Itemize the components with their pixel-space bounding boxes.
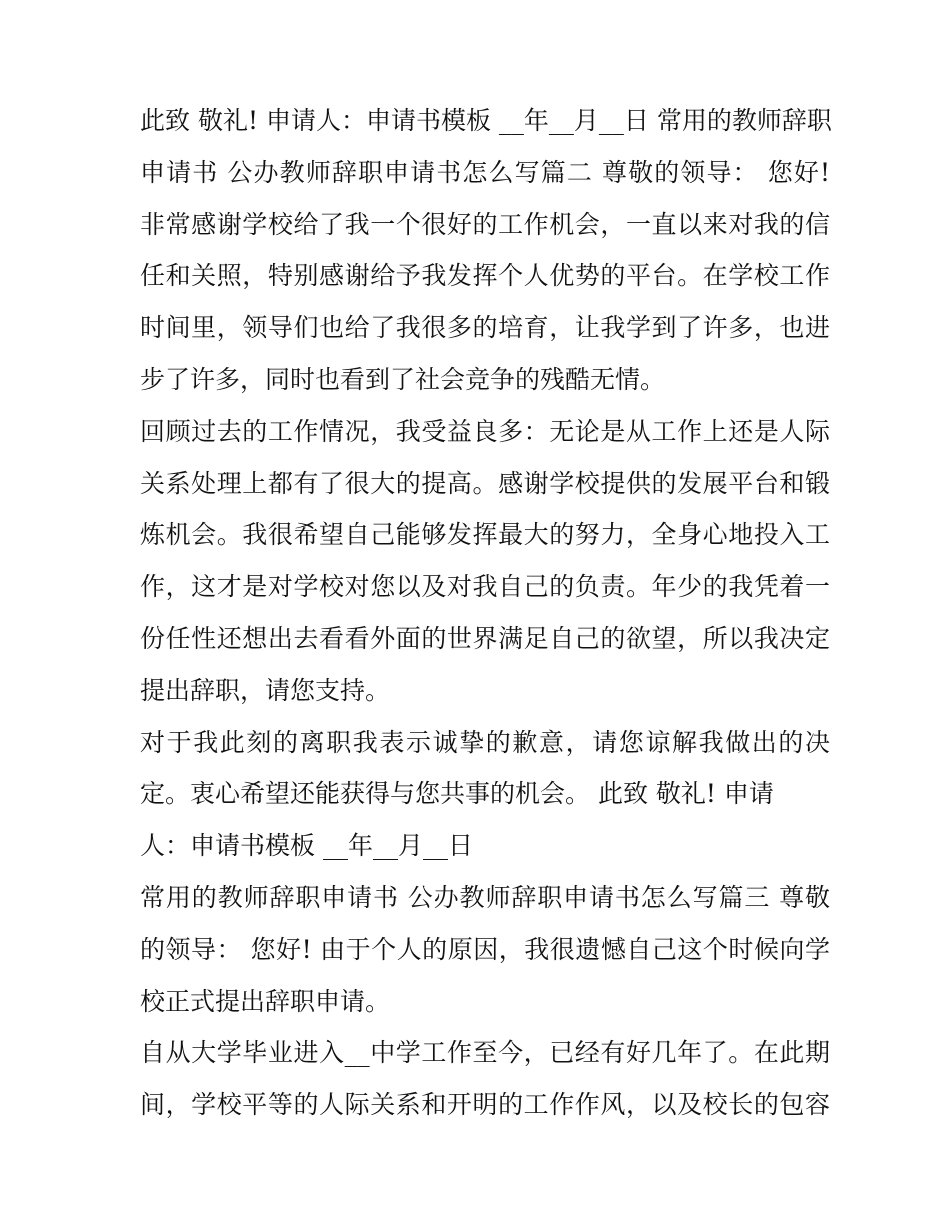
text-line: 对于我此刻的离职我表示诚挚的歉意，请您谅解我做出的决 xyxy=(140,727,830,757)
text-line: 时间里，领导们也给了我很多的培育，让我学到了许多，也进 xyxy=(140,313,830,343)
text-line: 常用的教师辞职申请书 公办教师辞职申请书怎么写篇三 尊敬 xyxy=(140,882,830,912)
document-body xyxy=(140,108,830,1144)
text-line: 定。衷心希望还能获得与您共事的机会。 此致 敬礼! 申请 xyxy=(140,779,774,809)
text-line: 任和关照，特别感谢给予我发挥个人优势的平台。在学校工作 xyxy=(140,261,830,291)
text-line: 非常感谢学校给了我一个很好的工作机会，一直以来对我的信 xyxy=(140,209,830,239)
text-line: 关系处理上都有了很大的提高。感谢学校提供的发展平台和锻 xyxy=(140,468,830,498)
text-line: 作，这才是对学校对您以及对我自己的负责。年少的我凭着一 xyxy=(140,572,830,602)
text-line: 回顾过去的工作情况，我受益良多：无论是从工作上还是人际 xyxy=(140,416,830,446)
text-line: 的领导： 您好! 由于个人的原因，我很遗憾自己这个时候向学 xyxy=(140,934,830,964)
text-line: 此致 敬礼! 申请人：申请书模板 __年__月__日 常用的教师辞职 xyxy=(140,106,832,135)
text-line: 间，学校平等的人际关系和开明的工作作风，以及校长的包容 xyxy=(140,1090,830,1120)
text-line: 步了许多，同时也看到了社会竞争的残酷无情。 xyxy=(140,364,666,394)
text-line: 校正式提出辞职申请。 xyxy=(140,986,391,1016)
text-line: 炼机会。我很希望自己能够发挥最大的努力，全身心地投入工 xyxy=(140,520,830,550)
text-line: 自从大学毕业进入__中学工作至今，已经有好几年了。在此期 xyxy=(140,1038,830,1068)
text-line: 份任性还想出去看看外面的世界满足自己的欲望，所以我决定 xyxy=(140,623,830,653)
text-line: 人：申请书模板 __年__月__日 xyxy=(140,831,473,861)
text-line: 申请书 公办教师辞职申请书怎么写篇二 尊敬的领导： 您好! xyxy=(140,157,830,187)
text-line: 提出辞职，请您支持。 xyxy=(140,675,391,705)
